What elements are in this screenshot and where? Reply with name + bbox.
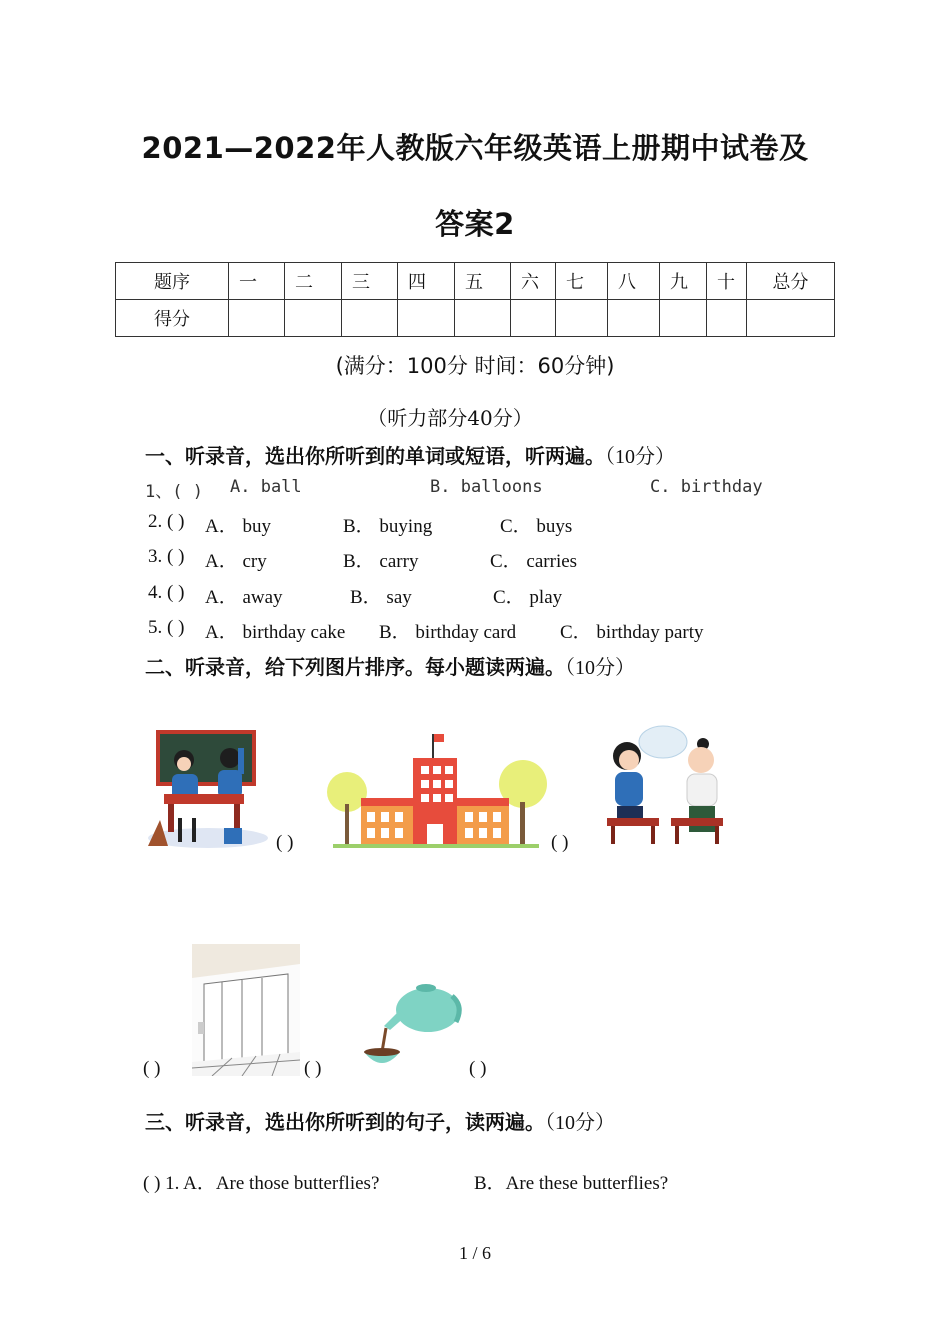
q5-option-b: B． birthday card bbox=[379, 622, 517, 643]
kids-cleaning-blackboard-picture bbox=[142, 728, 270, 850]
score-input-cell[interactable] bbox=[707, 300, 747, 337]
q2-option-a: A． buy bbox=[205, 516, 271, 537]
score-cell: 三 bbox=[342, 263, 398, 300]
picture3-answer-paren[interactable]: ( ) bbox=[143, 1058, 161, 1079]
page-number: 1 / 6 bbox=[458, 1243, 491, 1263]
q1-option-b: B. balloons bbox=[430, 477, 543, 497]
q5-option-a: A． birthday cake bbox=[205, 622, 346, 643]
section2-points: （10分） bbox=[565, 657, 635, 679]
q3-option-a: A． cry bbox=[205, 551, 267, 572]
score-cell: 九 bbox=[660, 263, 707, 300]
section3-points: （10分） bbox=[545, 1112, 615, 1134]
score-cell: 十 bbox=[707, 263, 747, 300]
score-input-cell[interactable] bbox=[556, 300, 608, 337]
girls-talking-picture bbox=[605, 722, 725, 848]
q2-number: 2. ( ) bbox=[148, 511, 185, 532]
exam-meta: (满分：100分 时间：60分钟) bbox=[335, 354, 615, 378]
restroom-picture bbox=[192, 944, 300, 1076]
score-cell: 四 bbox=[398, 263, 455, 300]
score-cell: 八 bbox=[608, 263, 660, 300]
q5-option-c: C． birthday party bbox=[560, 622, 704, 643]
score-input-cell[interactable] bbox=[455, 300, 511, 337]
doc-title-line1: 2021—2022年人教版六年级英语上册期中试卷及 bbox=[141, 131, 809, 165]
listening-part-label: （听力部分40分） bbox=[367, 406, 533, 430]
q2-option-b: B． buying bbox=[343, 516, 433, 537]
section3-heading-text: 三、听录音，选出你所听到的句子，读两遍。 bbox=[145, 1110, 545, 1134]
q2-option-c: C． buys bbox=[500, 516, 573, 537]
picture4-answer-paren[interactable]: ( ) bbox=[304, 1058, 322, 1079]
score-table bbox=[115, 262, 835, 337]
q5-number: 5. ( ) bbox=[148, 617, 185, 638]
picture5-answer-paren[interactable]: ( ) bbox=[469, 1058, 487, 1079]
section2-heading-text: 二、听录音，给下列图片排序。每小题读两遍。 bbox=[145, 655, 565, 679]
picture1-answer-paren[interactable]: ( ) bbox=[276, 832, 294, 853]
score-input-cell[interactable] bbox=[398, 300, 455, 337]
score-table-header-row bbox=[116, 263, 835, 300]
q4-option-b: B． say bbox=[350, 587, 412, 608]
score-input-cell[interactable] bbox=[660, 300, 707, 337]
score-cell: 题序 bbox=[116, 263, 229, 300]
q1-option-a: A. ball bbox=[230, 477, 302, 497]
score-table-score-row bbox=[116, 300, 835, 337]
score-cell: 总分 bbox=[747, 263, 835, 300]
section1-heading bbox=[145, 440, 675, 469]
section3-heading bbox=[145, 1106, 615, 1135]
score-cell: 一 bbox=[229, 263, 285, 300]
section1-heading-text: 一、听录音，选出你所听到的单词或短语，听两遍。 bbox=[145, 444, 605, 468]
s3-q1-option-a: ( ) 1. A．Are those butterflies? bbox=[143, 1173, 380, 1194]
score-input-cell[interactable] bbox=[229, 300, 285, 337]
q4-number: 4. ( ) bbox=[148, 582, 185, 603]
score-input-cell[interactable] bbox=[608, 300, 660, 337]
q1-option-c: C. birthday bbox=[650, 477, 763, 497]
q4-option-a: A． away bbox=[205, 587, 283, 608]
score-cell: 七 bbox=[556, 263, 608, 300]
s3-q1-option-b: B．Are these butterflies? bbox=[474, 1173, 669, 1194]
score-input-cell[interactable] bbox=[285, 300, 342, 337]
school-building-picture bbox=[325, 732, 547, 850]
section2-heading bbox=[145, 651, 635, 680]
q3-number: 3. ( ) bbox=[148, 546, 185, 567]
q3-option-c: C． carries bbox=[490, 551, 578, 572]
score-input-cell[interactable] bbox=[511, 300, 556, 337]
score-cell: 二 bbox=[285, 263, 342, 300]
section1-points: （10分） bbox=[605, 446, 675, 468]
score-cell: 五 bbox=[455, 263, 511, 300]
score-row-label: 得分 bbox=[116, 300, 229, 337]
teapot-pouring-picture bbox=[360, 970, 466, 1076]
q4-option-c: C． play bbox=[493, 587, 563, 608]
score-cell: 六 bbox=[511, 263, 556, 300]
q3-option-b: B． carry bbox=[343, 551, 419, 572]
picture2-answer-paren[interactable]: ( ) bbox=[551, 832, 569, 853]
doc-title-line2: 答案2 bbox=[435, 207, 515, 241]
score-input-cell[interactable] bbox=[342, 300, 398, 337]
q1-number: 1、( ) bbox=[145, 482, 203, 502]
score-input-cell[interactable] bbox=[747, 300, 835, 337]
